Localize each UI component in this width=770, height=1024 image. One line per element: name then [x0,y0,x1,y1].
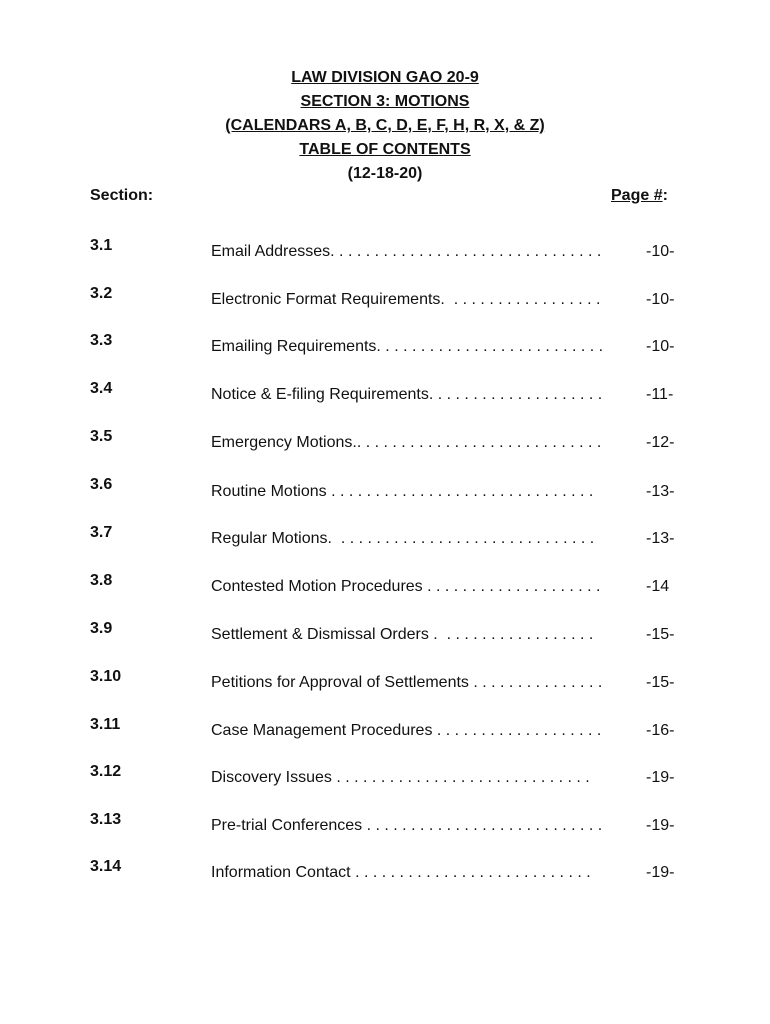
toc-entry-title: Regular Motions. . . . . . . . . . . . . . . . . . . . . . . . . . . . . . [211,530,595,547]
toc-row [0,619,770,649]
toc-row [0,762,770,792]
toc-section-number: 3.3 [90,332,113,349]
toc-row [0,571,770,601]
toc-entry-title: Electronic Format Requirements. . . . . . . . . . . . . . . . . . [211,291,601,308]
page-column-label [611,185,668,207]
toc-entry-title: Information Contact . . . . . . . . . . . . . . . . . . . . . . . . . . . [211,864,591,881]
document-header [0,66,770,186]
toc-section-number: 3.4 [90,380,113,397]
toc-page-number: -13- [646,483,675,500]
toc-page-number: -16- [646,722,675,739]
toc-entry-title: Petitions for Approval of Settlements . . . . . . . . . . . . . . . [211,674,603,691]
toc-page-number: -15- [646,626,675,643]
toc-page-number: -19- [646,769,675,786]
toc-page-number: -11- [646,386,674,403]
toc-page-number: -13- [646,530,675,547]
header-division-title: LAW DIVISION GAO 20-9 [291,69,479,86]
toc-section-number: 3.10 [90,668,122,685]
toc-page-number: -10- [646,243,675,260]
toc-section-number: 3.14 [90,858,122,875]
page-column-label-colon: : [662,187,668,204]
toc-row [0,857,770,887]
toc-section-number: 3.12 [90,763,122,780]
toc-page-number: -19- [646,817,675,834]
toc-section-number: 3.9 [90,620,113,637]
page-column-label-text: Page # [611,187,663,204]
toc-entry-title: Case Management Procedures . . . . . . . . . . . . . . . . . . . [211,722,602,739]
toc-page-number: -19- [646,864,675,881]
toc-entry-title: Emailing Requirements. . . . . . . . . . . . . . . . . . . . . . . . . . [211,338,604,355]
toc-row [0,715,770,745]
toc-section-number: 3.2 [90,285,113,302]
toc-page-number: -10- [646,291,675,308]
toc-entry-title: Settlement & Dismissal Orders . . . . . . . . . . . . . . . . . . [211,626,594,643]
toc-entry-title: Routine Motions . . . . . . . . . . . . . . . . . . . . . . . . . . . . . . [211,483,594,500]
header-date: (12-18-20) [347,165,423,182]
toc-section-number: 3.8 [90,572,113,589]
header-toc-title: TABLE OF CONTENTS [299,141,471,158]
toc-section-number: 3.1 [90,237,113,254]
toc-entry-title: Email Addresses. . . . . . . . . . . . . . . . . . . . . . . . . . . . . . . [211,243,602,260]
toc-page-number: -14 [646,578,670,595]
toc-page-number: -10- [646,338,675,355]
toc-entry-title: Emergency Motions.. . . . . . . . . . . . . . . . . . . . . . . . . . . . [211,434,602,451]
toc-row [0,284,770,314]
header-section-title: SECTION 3: MOTIONS [300,93,470,110]
section-column-label: Section: [90,187,154,204]
toc-entry-title: Pre-trial Conferences . . . . . . . . . . . . . . . . . . . . . . . . . . . [211,817,603,834]
toc-section-number: 3.6 [90,476,113,493]
toc-page-number: -12- [646,434,675,451]
toc-entry-title: Contested Motion Procedures . . . . . . . . . . . . . . . . . . . . [211,578,601,595]
toc-row [0,236,770,266]
toc-row [0,427,770,457]
toc-page-number: -15- [646,674,675,691]
toc-row [0,810,770,840]
toc-entry-title: Discovery Issues . . . . . . . . . . . . . . . . . . . . . . . . . . . . . [211,769,590,786]
header-calendars: (CALENDARS A, B, C, D, E, F, H, R, X, & Z) [225,117,545,134]
toc-section-number: 3.11 [90,716,121,733]
toc-entry-title: Notice & E-filing Requirements. . . . . . . . . . . . . . . . . . . . [211,386,603,403]
toc-row [0,667,770,697]
toc-row [0,475,770,505]
toc-row [0,523,770,553]
toc-row [0,331,770,361]
toc-row [0,379,770,409]
toc-section-number: 3.7 [90,524,113,541]
toc-section-number: 3.5 [90,428,113,445]
toc-section-number: 3.13 [90,811,122,828]
